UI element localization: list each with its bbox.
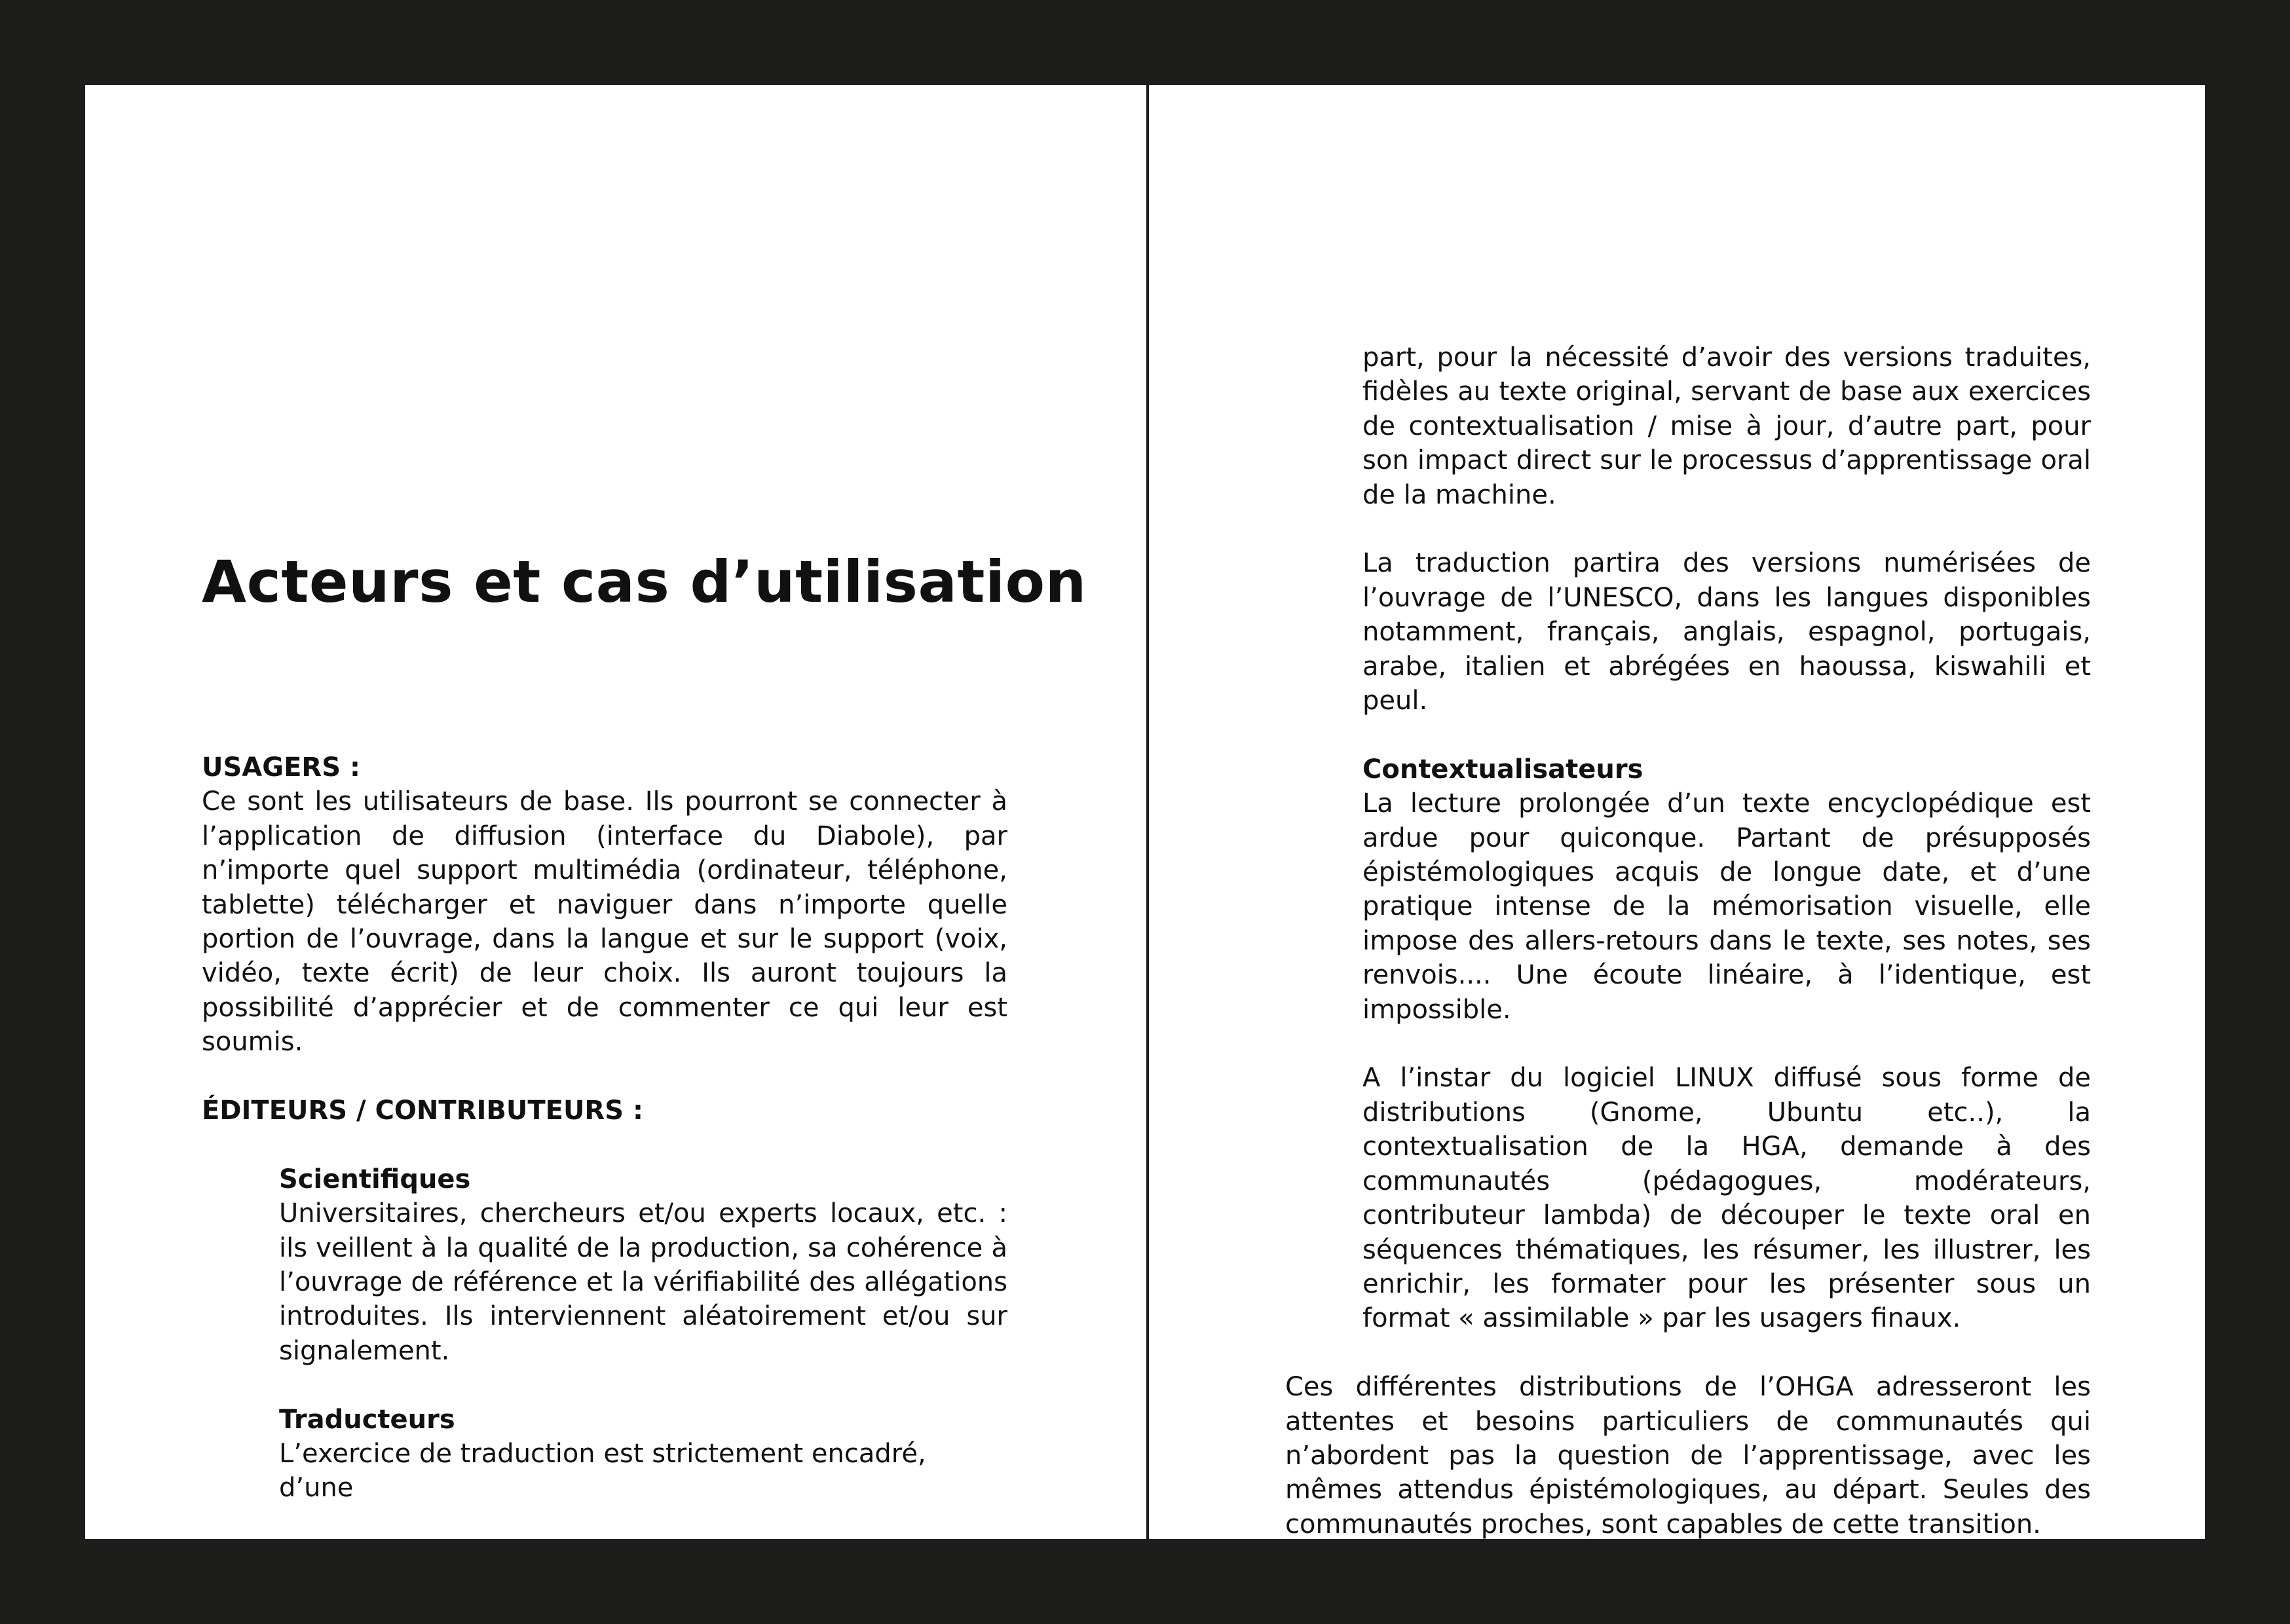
linux-paragraph: A l’instar du logiciel LINUX diffusé sous forme de distributions (Gnome, Ubuntu etc..), la contextualisation de la HGA, demande à des communautés (pédagogues, modérateurs, contributeur lambda) de découper le texte oral en séquences thématiques, les résumer, les illustrer, les enrichir, les formater pour les présenter sous un format « assimilable » par les usagers finaux. (1362, 1063, 2091, 1334)
usagers-heading: USAGERS : (202, 752, 360, 783)
distributions-paragraph: Ces différentes distributions de l’OHGA adresseront les attentes et besoins particuliers de communautés qui n’abordent pas la question de l’apprentissage, avec les mêmes attendus épistémologiques, au départ. Seules des communautés proches, sont capables de cette transition. (1285, 1372, 2091, 1539)
scientifiques-heading: Scientifiques (279, 1164, 471, 1194)
traduction-continuation: part, pour la nécessité d’avoir des versions traduites, fidèles au texte original, servant de base aux exercices de contextualisation / mise à jour, d’autre part, pour son impact direct sur le processus d’apprentissage oral de la machine. (1362, 342, 2091, 510)
traduction-versions-paragraph: La traduction partira des versions numérisées de l’ouvrage de l’UNESCO, dans les langues disponibles notamment, français, anglais, espagnol, portugais, arabe, italien et abrégées en haoussa, kiswahili et peul. (1362, 548, 2091, 716)
left-page (85, 85, 1146, 1539)
usagers-paragraph: Ce sont les utilisateurs de base. Ils pourront se connecter à l’application de diffusion (interface du Diabole), par n’importe quel support multimédia (ordinateur, téléphone, tablette) télécharger et naviguer dans n’importe quelle portion de l’ouvrage, dans la langue et sur le support (voix, vidéo, texte écrit) de leur choix. Ils auront toujours la possibilité d’apprécier et de commenter ce qui leur est soumis. (202, 786, 1007, 1058)
scientifiques-block (279, 1162, 1007, 1505)
contextualisateurs-paragraph: La lecture prolongée d’un texte encyclopédique est ardue pour quiconque. Partant de présupposés épistémologiques acquis de longue date, et d’une pratique intense de la mémorisation visuelle, elle impose des allers-retours dans le texte, ses notes, ses renvois.... Une écoute linéaire, à l’identique, est impossible. (1362, 788, 2091, 1025)
right-text-column (1285, 341, 2091, 1539)
scientifiques-paragraph: Universitaires, chercheurs et/ou experts locaux, etc. : ils veillent à la qualité de la production, sa cohérence à l’ouvrage de référence et la vérifiabilité des allégations introduites. Ils interviennent aléatoirement et/ou sur signalement. (279, 1198, 1007, 1366)
right-indented-block (1362, 341, 2091, 1336)
traducteurs-paragraph: L’exercice de traduction est strictement encadré, d’une (279, 1439, 926, 1504)
contextualisateurs-heading: Contextualisateurs (1362, 754, 1643, 784)
traducteurs-heading: Traducteurs (279, 1404, 455, 1435)
page-title: Acteurs et cas d’utilisation (202, 548, 1087, 616)
left-text-column (202, 750, 1007, 1505)
editeurs-heading: ÉDITEURS / CONTRIBUTEURS : (202, 1096, 643, 1126)
right-page (1149, 85, 2205, 1539)
